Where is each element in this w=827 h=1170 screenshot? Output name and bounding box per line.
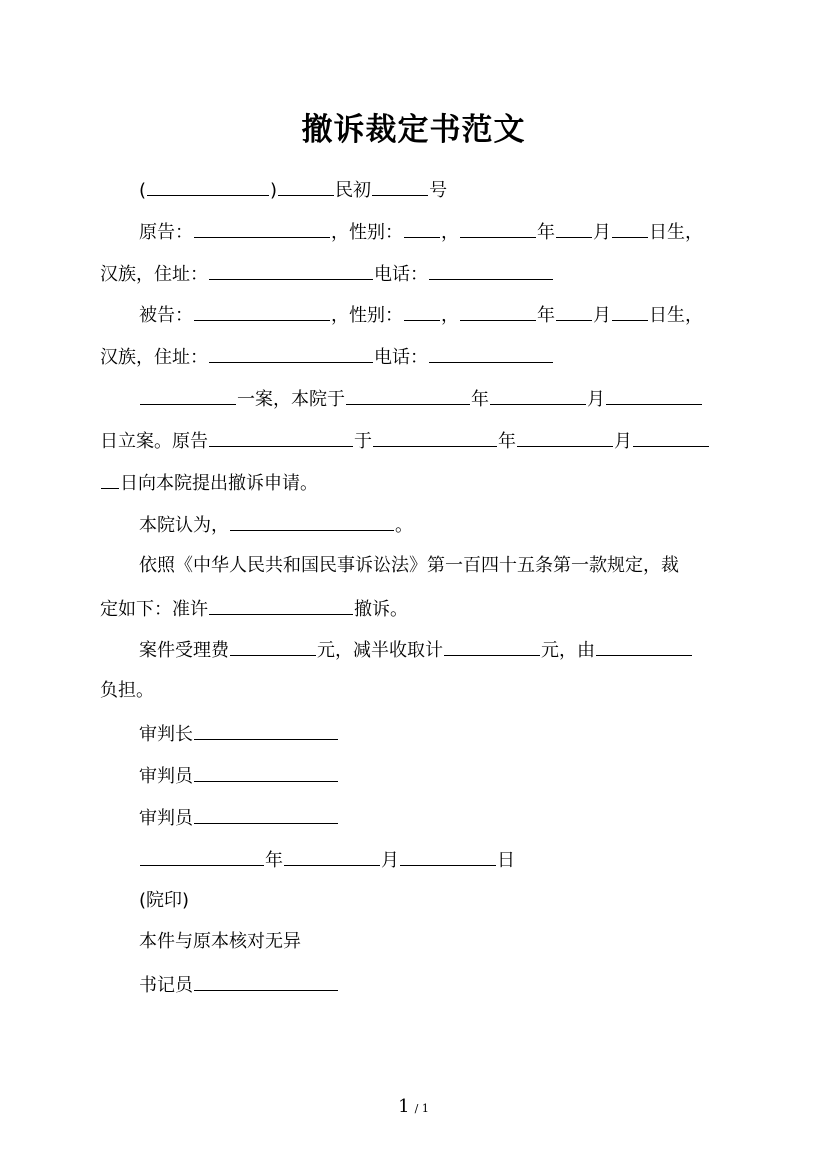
document-title: 撤诉裁定书范文 (301, 112, 526, 148)
chief-judge-label: 审判长 (139, 724, 193, 745)
ethnicity-address-label: 汉族，住址： (100, 347, 208, 368)
blank (460, 302, 536, 321)
verified-text: 本件与原本核对无异 (139, 931, 301, 952)
blank (230, 637, 316, 656)
blank (140, 386, 236, 405)
fee-text: 案件受理费 (139, 640, 229, 661)
clerk-line (139, 972, 779, 998)
paren-open: ( (139, 180, 147, 201)
blank (606, 386, 702, 405)
day-text: 日生， (649, 222, 703, 243)
month-text: 月 (614, 431, 632, 452)
year-text: 年 (265, 850, 283, 871)
year-text: 年 (471, 389, 489, 410)
opinion-label: 本院认为， (139, 515, 229, 536)
seal-text: (院印) (139, 890, 190, 911)
chief-judge-line (139, 721, 779, 747)
court-opinion-line (139, 512, 779, 538)
fee-line-2: 负担。 (100, 680, 154, 701)
blank (194, 302, 330, 321)
case-text: 一案，本院于 (237, 389, 345, 410)
day-text: 日 (497, 850, 515, 871)
case-number-line (139, 177, 779, 203)
phone-label: 电话： (374, 347, 428, 368)
case-text: 于 (354, 431, 372, 452)
blank (612, 219, 648, 238)
blank (490, 386, 586, 405)
plaintiff-line-2 (100, 261, 740, 287)
ruling-text: 撤诉。 (354, 599, 408, 620)
blank (194, 805, 338, 824)
separator: ， (441, 305, 459, 326)
blank (460, 219, 536, 238)
paren-close: ) (270, 180, 278, 201)
case-type-text: 民初 (335, 180, 372, 201)
blank (429, 261, 553, 280)
year-text: 年 (498, 431, 516, 452)
blank (147, 177, 269, 196)
case-para-line-1 (139, 386, 779, 412)
blank (429, 344, 553, 363)
blank (230, 512, 394, 531)
page-current: 1 (398, 1096, 410, 1117)
ethnicity-address-label: 汉族，住址： (100, 264, 208, 285)
ruling-text: 定如下：准许 (100, 599, 208, 620)
blank (633, 428, 709, 447)
blank (278, 177, 334, 196)
blank (404, 302, 440, 321)
fee-line-1 (139, 637, 779, 663)
page-number (0, 1096, 827, 1117)
judge-line-2 (139, 805, 779, 831)
blank (194, 219, 330, 238)
date-line (139, 847, 779, 873)
month-text: 月 (587, 389, 605, 410)
blank (140, 847, 264, 866)
phone-label: 电话： (374, 264, 428, 285)
blank (194, 972, 338, 991)
fee-text: 元，减半收取计 (317, 640, 443, 661)
blank (612, 302, 648, 321)
blank (194, 721, 338, 740)
month-text: 月 (593, 305, 611, 326)
blank (209, 428, 353, 447)
month-text: 月 (381, 850, 399, 871)
blank (517, 428, 613, 447)
blank (372, 177, 428, 196)
gender-label: ，性别： (331, 305, 403, 326)
year-text: 年 (537, 305, 555, 326)
ruling-line-1: 依照《中华人民共和国民事诉讼法》第一百四十五条第一款规定，裁 (139, 555, 679, 576)
blank (556, 302, 592, 321)
fee-text: 元，由 (541, 640, 595, 661)
blank (209, 261, 373, 280)
month-text: 月 (593, 222, 611, 243)
blank (400, 847, 496, 866)
judge-label: 审判员 (139, 808, 193, 829)
defendant-label: 被告： (139, 305, 193, 326)
blank (209, 596, 353, 615)
case-text: 日立案。原告 (100, 431, 208, 452)
ruling-line-2 (100, 596, 740, 622)
year-text: 年 (537, 222, 555, 243)
blank (444, 637, 540, 656)
blank (209, 344, 373, 363)
judge-label: 审判员 (139, 766, 193, 787)
blank (284, 847, 380, 866)
blank (194, 763, 338, 782)
separator: ， (441, 222, 459, 243)
case-no-suffix: 号 (429, 180, 448, 201)
case-para-line-2 (100, 428, 740, 454)
case-para-line-3 (100, 470, 740, 496)
judge-line-1 (139, 763, 779, 789)
blank (596, 637, 692, 656)
blank (556, 219, 592, 238)
plaintiff-line-1 (139, 219, 779, 245)
period: 。 (395, 515, 413, 536)
clerk-label: 书记员 (139, 975, 193, 996)
defendant-line-2 (100, 344, 740, 370)
blank (101, 470, 119, 489)
plaintiff-label: 原告： (139, 222, 193, 243)
blank (404, 219, 440, 238)
case-text: 日向本院提出撤诉申请。 (120, 473, 318, 494)
day-text: 日生， (649, 305, 703, 326)
blank (346, 386, 470, 405)
gender-label: ，性别： (331, 222, 403, 243)
page-total: / 1 (414, 1102, 429, 1115)
blank (373, 428, 497, 447)
defendant-line-1 (139, 302, 779, 328)
